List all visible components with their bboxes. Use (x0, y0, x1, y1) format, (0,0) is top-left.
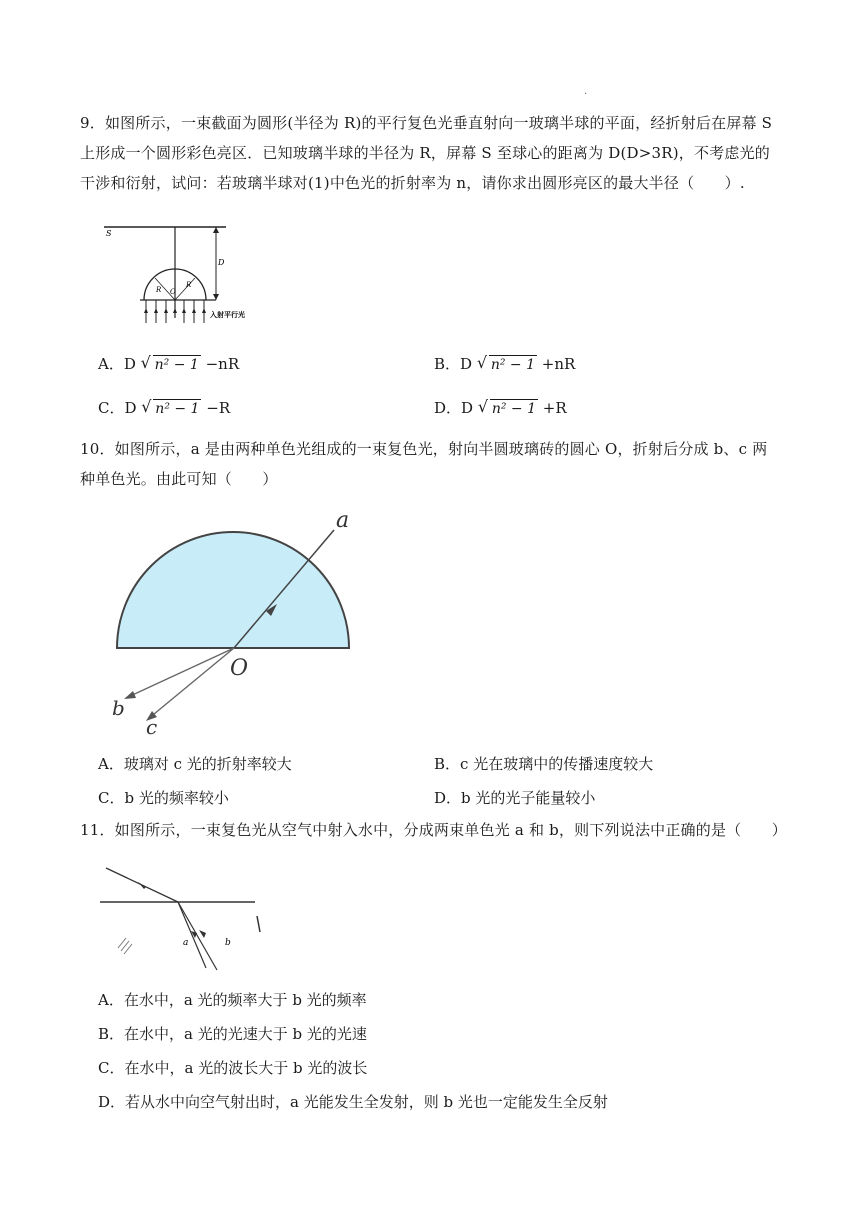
q9-label-r2: R (186, 281, 192, 289)
q9-option-a-prefix: A．D (98, 355, 136, 373)
q10-label-o: O (230, 656, 249, 681)
sqrt-icon: √ n² − 1 (477, 354, 537, 376)
q11-option-d: D．若从水中向空气射出时，a 光能发生全发射，则 b 光也一定能发生全反射 (98, 1093, 608, 1111)
q10-option-b: B．c 光在玻璃中的传播速度较大 (434, 755, 654, 773)
q9-option-b-suffix: +nR (541, 355, 576, 373)
q9-figure (100, 220, 270, 330)
q11-label-a: a (183, 938, 189, 948)
q9-option-d-suffix: +R (542, 399, 567, 417)
q10-label-b: b (112, 696, 125, 720)
q11-figure (100, 858, 280, 978)
q9-label-d: D (218, 258, 225, 267)
question-11-text: 11．如图所示，一束复色光从空气中射入水中，分成两束单色光 a 和 b，则下列说法中正确的是（ ） (80, 821, 787, 839)
q9-label-s: S (106, 229, 112, 238)
q10-label-a: a (336, 508, 350, 533)
q9-option-a (98, 353, 239, 376)
q9-label-o: O (170, 288, 176, 296)
q9-option-b (434, 353, 575, 376)
q9-label-light: 入射平行光 (210, 311, 245, 319)
q9-option-c-suffix: −R (206, 399, 231, 417)
question-9-text: 9．如图所示，一束截面为圆形(半径为 R)的平行复色光垂直射向一玻璃半球的平面，经折射后在屏幕 S 上形成一个圆形彩色亮区．已知玻璃半球的半径为 R，屏幕 S 至球心的距离为 D(D>3R)，不考虑光的干涉和衍射，试问：若玻璃半球对(1)中色光的折射率为 n，请你求出圆形亮区的最大半径（ ）. (80, 114, 773, 192)
q9-label-r1: R (156, 286, 162, 294)
q9-option-b-prefix: B．D (434, 355, 473, 373)
q11-option-c: C．在水中，a 光的波长大于 b 光的波长 (98, 1059, 368, 1077)
q10-option-c: C．b 光的频率较小 (98, 789, 229, 807)
sqrt-icon: √ n² − 1 (141, 354, 201, 376)
q9-option-d-prefix: D．D (434, 399, 474, 417)
q9-option-c-prefix: C．D (98, 399, 137, 417)
q10-label-c: c (146, 715, 158, 735)
q9-option-d (434, 397, 567, 420)
q9-option-a-suffix: −nR (205, 355, 240, 373)
q9-option-c (98, 397, 230, 420)
q11-option-b: B．在水中，a 光的光速大于 b 光的光速 (98, 1025, 367, 1043)
q11-label-b: b (225, 938, 231, 948)
q10-option-a: A．玻璃对 c 光的折射率较大 (98, 755, 292, 773)
q10-option-d: D．b 光的光子能量较小 (434, 789, 596, 807)
question-10-text: 10．如图所示，a 是由两种单色光组成的一束复色光，射向半圆玻璃砖的圆心 O，折射后分成 b、c 两种单色光。由此可知（ ） (80, 440, 768, 488)
q10-figure (100, 505, 370, 735)
sqrt-icon: √ n² − 1 (141, 398, 201, 420)
page-dot: . (584, 86, 588, 97)
q11-option-a: A．在水中，a 光的频率大于 b 光的频率 (98, 991, 367, 1009)
sqrt-icon: √ n² − 1 (478, 398, 538, 420)
